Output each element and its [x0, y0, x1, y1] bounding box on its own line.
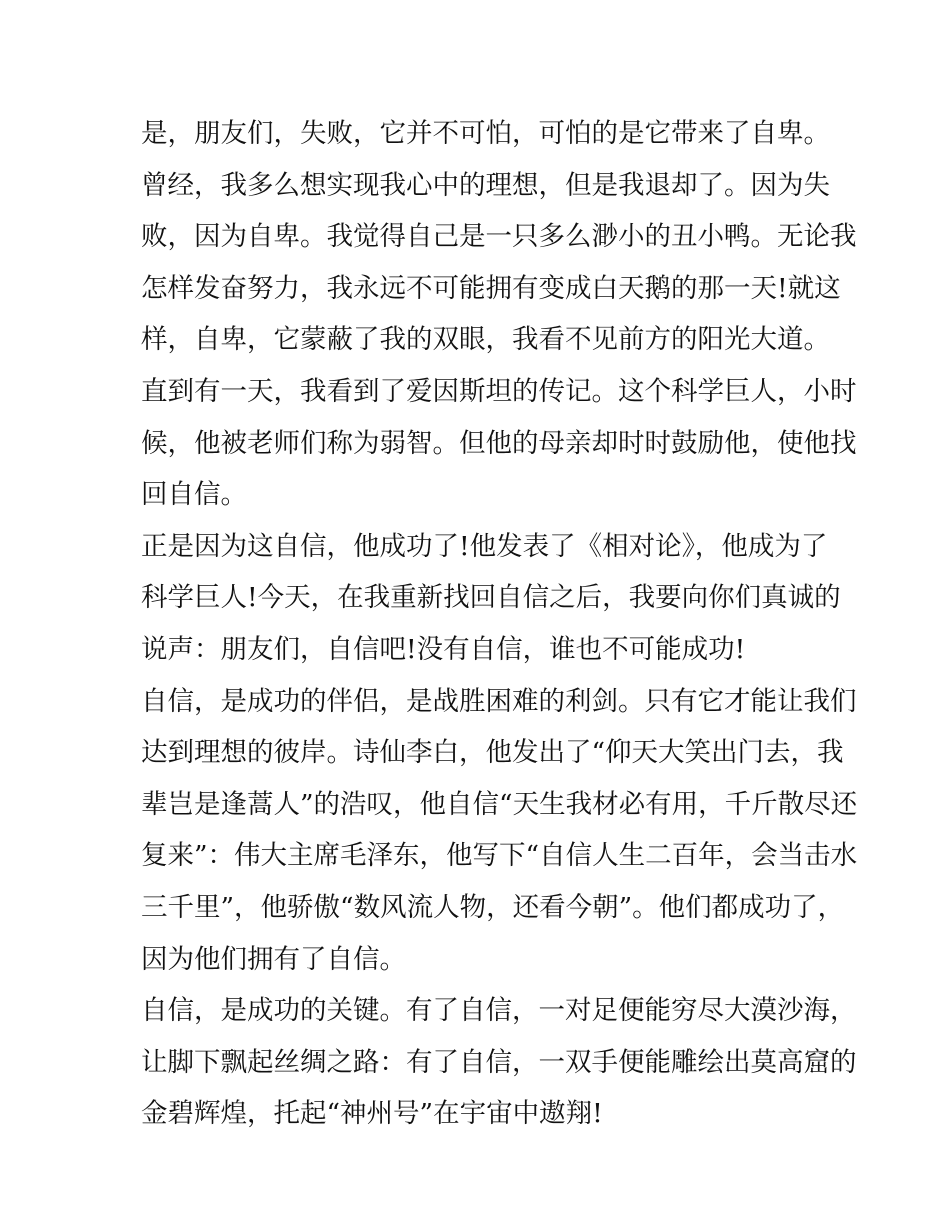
- text-line: 直到有一天，我看到了爱因斯坦的传记。这个科学巨人，小时: [141, 375, 857, 407]
- body-text: [141, 108, 858, 1140]
- text-line: 曾经，我多么想实现我心中的理想，但是我退却了。因为失: [141, 169, 830, 201]
- text-line: 三千里”，他骄傲“数风流人物，还看今朝”。他们都成功了，: [141, 891, 845, 923]
- text-line: 样，自卑，它蒙蔽了我的双眼，我看不见前方的阳光大道。: [141, 324, 830, 356]
- text-line: 让脚下飘起丝绸之路：有了自信，一双手便能雕绘出莫高窟的: [141, 1046, 857, 1078]
- text-line: 回自信。: [141, 479, 247, 511]
- text-line: 说声：朋友们，自信吧!没有自信，谁也不可能成功!: [141, 633, 746, 665]
- text-line: 辈岂是逢蒿人”的浩叹，他自信“天生我材必有用，千斤散尽还: [141, 788, 858, 820]
- text-line: 自信，是成功的关键。有了自信，一对足便能穷尽大漠沙海，: [141, 995, 857, 1027]
- text-line: 达到理想的彼岸。诗仙李白，他发出了“仰天大笑出门去，我: [141, 737, 844, 769]
- text-line: 科学巨人!今天，在我重新找回自信之后，我要向你们真诚的: [141, 582, 841, 614]
- text-line: 候，他被老师们称为弱智。但他的母亲却时时鼓励他，使他找: [141, 427, 857, 459]
- text-line: 复来”：伟大主席毛泽东，他写下“自信人生二百年，会当击水: [141, 840, 858, 872]
- text-line: 自信，是成功的伴侣，是战胜困难的利剑。只有它才能让我们: [141, 685, 857, 717]
- text-line: 正是因为这自信，他成功了!他发表了《相对论》，他成为了: [141, 530, 828, 562]
- text-line: 是，朋友们，失败，它并不可怕，可怕的是它带来了自卑。: [141, 118, 830, 149]
- text-line: 金碧辉煌，托起“神州号”在宇宙中遨翔!: [141, 1098, 603, 1130]
- text-line: 因为他们拥有了自信。: [141, 943, 406, 975]
- text-line: 怎样发奋努力，我永远不可能拥有变成白天鹅的那一天!就这: [141, 272, 841, 304]
- text-line: 败，因为自卑。我觉得自己是一只多么渺小的丑小鸭。无论我: [141, 221, 857, 253]
